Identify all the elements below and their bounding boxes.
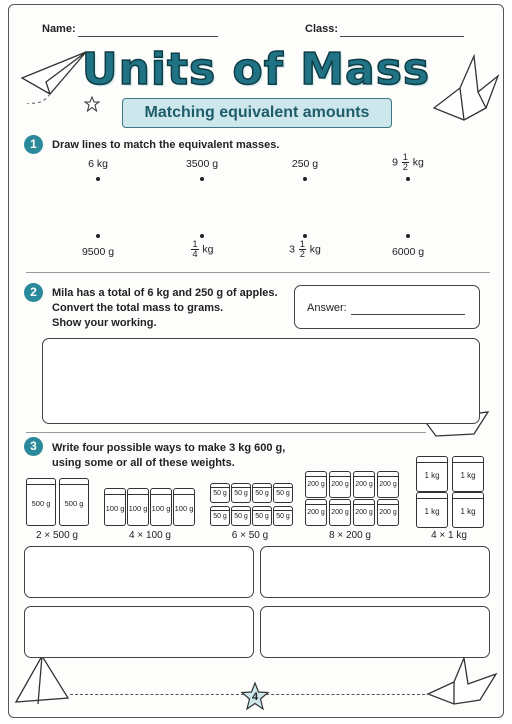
question-3-line-1: Write four possible ways to make 3 kg 600 g, xyxy=(52,442,286,454)
weight-200g: 200 g xyxy=(305,474,327,498)
weight-200g: 200 g xyxy=(377,502,399,526)
weight-50g: 50 g xyxy=(210,509,230,526)
weight-1kg: 1 kg xyxy=(452,496,484,528)
subtitle-ribbon: Matching equivalent amounts xyxy=(122,98,392,128)
match-dot[interactable] xyxy=(406,234,410,238)
match-dot[interactable] xyxy=(96,177,100,181)
weight-200g: 200 g xyxy=(329,502,351,526)
answer-box-way-1[interactable] xyxy=(24,546,254,598)
section-divider xyxy=(26,272,490,273)
question-3-number: 3 xyxy=(24,437,43,456)
mass-top-3: 250 g xyxy=(291,158,319,170)
answer-box-way-3[interactable] xyxy=(24,606,254,658)
weight-100g: 100 g xyxy=(104,492,126,526)
answer-box-way-4[interactable] xyxy=(260,606,490,658)
class-label: Class: xyxy=(305,23,339,35)
weight-50g: 50 g xyxy=(210,486,230,503)
question-1-text: Draw lines to match the equivalent masses. xyxy=(52,139,280,151)
page-title: Units of Mass xyxy=(81,44,431,95)
star-icon xyxy=(84,96,100,112)
weight-50g: 50 g xyxy=(252,486,272,503)
answer-box-way-2[interactable] xyxy=(260,546,490,598)
match-dot[interactable] xyxy=(303,177,307,181)
mass-top-4: 9 $\frac{1}{2}$ kg xyxy=(392,152,424,172)
name-label: Name: xyxy=(42,23,76,35)
weight-50g: 50 g xyxy=(252,509,272,526)
weight-200g: 200 g xyxy=(305,502,327,526)
match-dot[interactable] xyxy=(96,234,100,238)
weight-50g: 50 g xyxy=(231,486,251,503)
question-1-number: 1 xyxy=(24,135,43,154)
question-2-number: 2 xyxy=(24,283,43,302)
weight-50g: 50 g xyxy=(231,509,251,526)
name-field[interactable] xyxy=(78,36,218,37)
weight-100g: 100 g xyxy=(150,492,172,526)
weight-1kg: 1 kg xyxy=(452,460,484,492)
paper-crane-small-icon xyxy=(424,654,502,708)
weight-100g: 100 g xyxy=(173,492,195,526)
weight-100g: 100 g xyxy=(127,492,149,526)
working-box[interactable] xyxy=(42,338,480,424)
question-2-line-3: Show your working. xyxy=(52,317,157,329)
weight-1kg: 1 kg xyxy=(416,496,448,528)
weight-500g: 500 g xyxy=(26,482,56,526)
weight-200g: 200 g xyxy=(353,474,375,498)
question-3-line-2: using some or all of these weights. xyxy=(52,457,235,469)
weight-200g: 200 g xyxy=(329,474,351,498)
weight-500g: 500 g xyxy=(59,482,89,526)
match-dot[interactable] xyxy=(303,234,307,238)
mass-bottom-1: 9500 g xyxy=(81,246,115,258)
section-divider xyxy=(26,432,426,433)
page-number: 4 xyxy=(251,691,259,703)
weight-caption-4: 8 × 200 g xyxy=(329,530,371,541)
match-dot[interactable] xyxy=(200,234,204,238)
mass-top-1: 6 kg xyxy=(88,158,108,170)
mass-bottom-2: $\frac{1}{4}$ kg xyxy=(192,239,214,259)
weight-caption-1: 2 × 500 g xyxy=(36,530,78,541)
mass-top-2: 3500 g xyxy=(185,158,219,170)
origami-pyramid-icon xyxy=(12,652,72,708)
weight-200g: 200 g xyxy=(353,502,375,526)
mass-bottom-3: 3 $\frac{1}{2}$ kg xyxy=(289,239,321,259)
answer-line xyxy=(351,314,465,315)
match-dot[interactable] xyxy=(406,177,410,181)
question-2-line-1: Mila has a total of 6 kg and 250 g of apples. xyxy=(52,287,278,299)
weight-caption-2: 4 × 100 g xyxy=(129,530,171,541)
class-field[interactable] xyxy=(340,36,464,37)
question-2-line-2: Convert the total mass to grams. xyxy=(52,302,224,314)
answer-label: Answer: xyxy=(307,302,347,314)
weight-caption-3: 6 × 50 g xyxy=(231,530,269,541)
mass-bottom-4: 6000 g xyxy=(391,246,425,258)
weight-200g: 200 g xyxy=(377,474,399,498)
weight-caption-5: 4 × 1 kg xyxy=(431,530,467,541)
answer-box[interactable] xyxy=(294,285,480,329)
weight-50g: 50 g xyxy=(273,509,293,526)
weight-1kg: 1 kg xyxy=(416,460,448,492)
weight-50g: 50 g xyxy=(273,486,293,503)
match-dot[interactable] xyxy=(200,177,204,181)
